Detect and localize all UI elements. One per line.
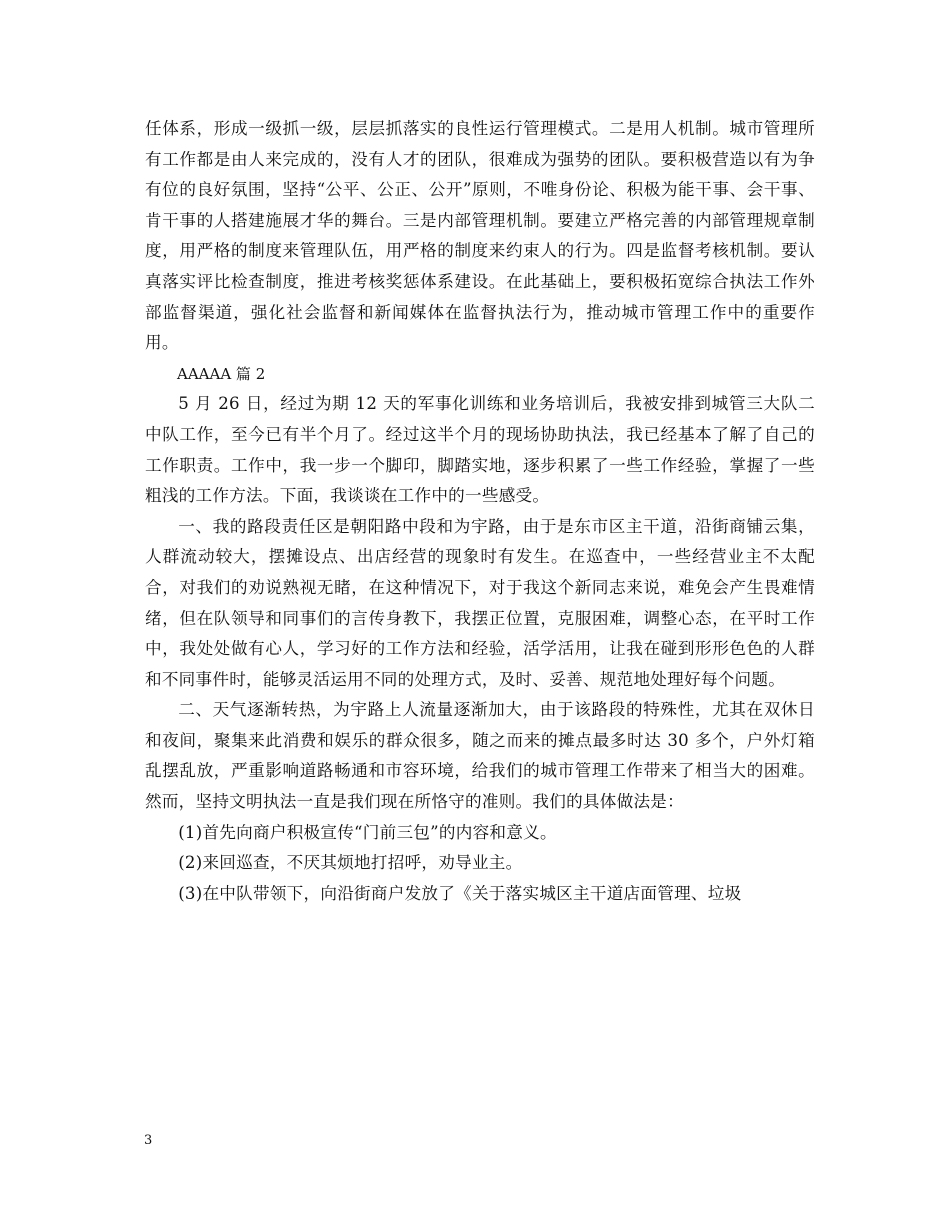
document-body — [145, 114, 815, 909]
list-item-3: (3)在中队带领下，向沿街商户发放了《关于落实城区主干道店面管理、垃圾 — [178, 883, 742, 903]
list-item-1: (1)首先向商户积极宣传“门前三包”的内容和意义。 — [178, 822, 557, 842]
paragraph-1: 任体系，形成一级抓一级，层层抓落实的良性运行管理模式。二是用人机制。城市管理所有工作都是由人来完成的，没有人才的团队，很难成为强势的团队。要积极营造以有为争有位的良好氛围，坚持“公平、公正、公开”原则，不唯身份论、积极为能干事、会干事、肯干事的人搭建施展才华的舞台。三是内部管理机制。要建立严格完善的内部管理规章制度，用严格的制度来管理队伍，用严格的制度来约束人的行为。四是监督考核机制。要认真落实评比检查制度，推进考核奖惩体系建设。在此基础上，要积极拓宽综合执法工作外部监督渠道，强化社会监督和新闻媒体在监督执法行为，推动城市管理工作中的重要作用。 — [145, 119, 815, 353]
page-number: 3 — [144, 1133, 153, 1148]
paragraph-2: 5 月 26 日，经过为期 12 天的军事化训练和业务培训后，我被安排到城管三大队二中队工作，至今已有半个月了。经过这半个月的现场协助执法，我已经基本了解了自己的工作职责。工作中，我一步一个脚印，脚踏实地，逐步积累了一些工作经验，掌握了一些粗浅的工作方法。下面，我谈谈在工作中的一些感受。 — [145, 394, 815, 506]
paragraph-3: 一、我的路段责任区是朝阳路中段和为宇路，由于是东市区主干道，沿街商铺云集，人群流动较大，摆摊设点、出店经营的现象时有发生。在巡查中，一些经营业主不太配合，对我们的劝说熟视无睹，在这种情况下，对于我这个新同志来说，难免会产生畏难情绪，但在队领导和同事们的言传身教下，我摆正位置，克服困难，调整心态，在平时工作中，我处处做有心人，学习好的工作方法和经验，活学活用，让我在碰到形形色色的人群和不同事件时，能够灵活运用不同的处理方式，及时、妥善、规范地处理好每个问题。 — [145, 516, 815, 689]
list-item-2: (2)来回巡查，不厌其烦地打招呼，劝导业主。 — [178, 853, 523, 873]
section-heading: AAAAA 篇 2 — [177, 364, 266, 383]
paragraph-4: 二、天气逐渐转热，为宇路上人流量逐渐加大，由于该路段的特殊性，尤其在双休日和夜间，聚集来此消费和娱乐的群众很多，随之而来的摊点最多时达 30 多个，户外灯箱乱摆乱放，严重影响道路畅通和市容环境，给我们的城市管理工作带来了相当大的困难。然而，坚持文明执法一直是我们现在所恪守的准则。我们的具体做法是： — [145, 700, 815, 812]
